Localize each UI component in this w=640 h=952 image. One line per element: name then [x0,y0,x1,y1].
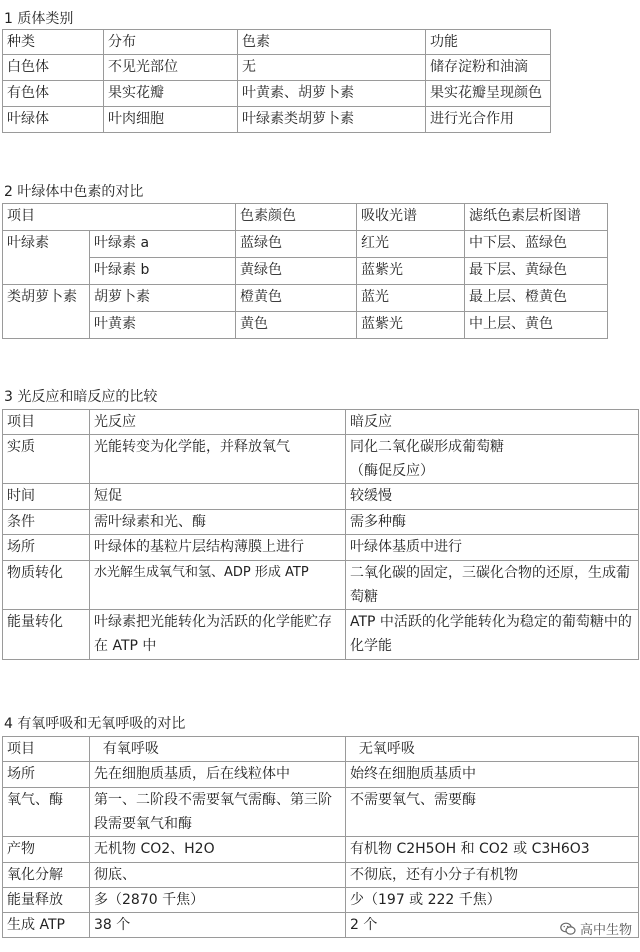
table-cell: 场所 [3,535,90,561]
table-cell: 短促 [90,484,346,510]
table-cell: 叶黄素、胡萝卜素 [238,81,426,107]
table-cell: 光能转变为化学能，并释放氧气 [90,435,346,484]
table-cell: 最上层、橙黄色 [465,285,608,312]
table-cell: 叶绿体 [3,107,104,133]
table-cell: 蓝光 [357,285,465,312]
table-cell: 有色体 [3,81,104,107]
table-cell: 需多种酶 [346,510,639,535]
table-cell: 不需要氧气、需要酶 [346,788,639,837]
table-header-cell: 色素 [238,30,426,55]
table-cell: ATP 中活跃的化学能转化为稳定的葡萄糖中的化学能 [346,610,639,660]
table-cell: 不见光部位 [104,55,238,81]
table-cell: 中上层、黄色 [465,312,608,339]
table-row [3,312,608,339]
table-cell: 无 [238,55,426,81]
table-row [3,535,639,561]
section-1-title: 1 质体类别 [4,11,74,27]
table-row [3,204,608,231]
table-row [3,837,639,863]
table-cell: 二氧化碳的固定，三碳化合物的还原，生成葡萄糖 [346,561,639,610]
table-cell: 最下层、黄绿色 [465,258,608,285]
table-cell: 彻底、 [90,863,346,888]
table-header-cell: 分布 [104,30,238,55]
table-cell: 需叶绿素和光、酶 [90,510,346,535]
table-cell: 叶肉细胞 [104,107,238,133]
table-row [3,30,551,55]
table-row [3,610,639,660]
section-3-title: 3 光反应和暗反应的比较 [4,389,158,405]
table-header-cell: 项目 [3,410,90,435]
table-cell: 条件 [3,510,90,535]
table-cell: 始终在细胞质基质中 [346,762,639,788]
table-cell: 蓝绿色 [236,231,357,258]
table-cell: 蓝紫光 [357,258,465,285]
table-cell: 叶绿素把光能转化为活跃的化学能贮存在 ATP 中 [90,610,346,660]
table-cell: 黄色 [236,312,357,339]
table-row [3,863,639,888]
table-cell: 储存淀粉和油滴 [426,55,551,81]
table-cell: 能量释放 [3,888,90,913]
table-cell: 橙黄色 [236,285,357,312]
respiration-comparison-table [2,736,639,938]
table-cell: 叶绿素 b [90,258,236,285]
plastid-types-table [2,29,551,133]
table-row [3,231,608,258]
table-cell: 氧化分解 [3,863,90,888]
table-header-cell: 项目 [3,204,236,231]
table-cell: 38 个 [90,913,346,938]
wechat-icon [560,922,576,936]
table-cell: 中下层、蓝绿色 [465,231,608,258]
table-header-cell: 无氧呼吸 [346,737,639,762]
table-row [3,510,639,535]
table-cell: 物质转化 [3,561,90,610]
table-cell: 先在细胞质基质，后在线粒体中 [90,762,346,788]
table-row [3,788,639,837]
table-cell: 较缓慢 [346,484,639,510]
table-row [3,762,639,788]
table-cell: 蓝紫光 [357,312,465,339]
table-header-cell: 功能 [426,30,551,55]
table-header-cell: 项目 [3,737,90,762]
table-group-cell: 类胡萝卜素 [3,285,90,339]
table-cell: 少（197 或 222 千焦） [346,888,639,913]
table-cell: 生成 ATP [3,913,90,938]
table-cell: 有机物 C2H5OH 和 CO2 或 C3H6O3 [346,837,639,863]
table-cell: 同化二氧化碳形成葡萄糖 （酶促反应） [346,435,639,484]
table-header-cell: 滤纸色素层析图谱 [465,204,608,231]
table-cell: 场所 [3,762,90,788]
table-cell: 叶绿素 a [90,231,236,258]
table-row [3,258,608,285]
pigment-comparison-table [2,203,608,339]
table-row [3,888,639,913]
table-header-cell: 色素颜色 [236,204,357,231]
table-cell: 2 个 [346,913,639,938]
table-header-cell: 光反应 [90,410,346,435]
table-row [3,737,639,762]
table-row [3,435,639,484]
table-cell: 氧气、酶 [3,788,90,837]
table-cell: 产物 [3,837,90,863]
table-cell: 果实花瓣呈现颜色 [426,81,551,107]
table-row [3,81,551,107]
table-cell: 叶黄素 [90,312,236,339]
table-header-cell: 有氧呼吸 [90,737,346,762]
table-cell: 果实花瓣 [104,81,238,107]
table-cell: 时间 [3,484,90,510]
table-group-cell: 叶绿素 [3,231,90,285]
table-row [3,913,639,938]
table-cell: 胡萝卜素 [90,285,236,312]
light-dark-reaction-table [2,409,639,660]
table-header-cell: 暗反应 [346,410,639,435]
table-cell: 黄绿色 [236,258,357,285]
table-cell: 不彻底，还有小分子有机物 [346,863,639,888]
table-header-cell: 种类 [3,30,104,55]
section-4-title: 4 有氧呼吸和无氧呼吸的对比 [4,716,186,732]
table-row [3,107,551,133]
watermark-label: 高中生物 [579,923,632,938]
table-cell: 叶绿体基质中进行 [346,535,639,561]
table-row [3,55,551,81]
table-row [3,484,639,510]
section-2-title: 2 叶绿体中色素的对比 [4,184,144,200]
table-cell: 叶绿素类胡萝卜素 [238,107,426,133]
table-cell: 红光 [357,231,465,258]
watermark [560,919,632,938]
table-cell: 能量转化 [3,610,90,660]
table-cell: 白色体 [3,55,104,81]
table-cell: 多（2870 千焦） [90,888,346,913]
table-cell: 第一、二阶段不需要氧气需酶、第三阶段需要氧气和酶 [90,788,346,837]
table-cell: 无机物 CO2、H2O [90,837,346,863]
table-header-cell: 吸收光谱 [357,204,465,231]
table-row [3,561,639,610]
table-row [3,410,639,435]
table-row [3,285,608,312]
table-cell: 叶绿体的基粒片层结构薄膜上进行 [90,535,346,561]
table-cell: 实质 [3,435,90,484]
table-cell: 水光解生成氧气和氢、ADP 形成 ATP [90,561,346,610]
table-cell: 进行光合作用 [426,107,551,133]
